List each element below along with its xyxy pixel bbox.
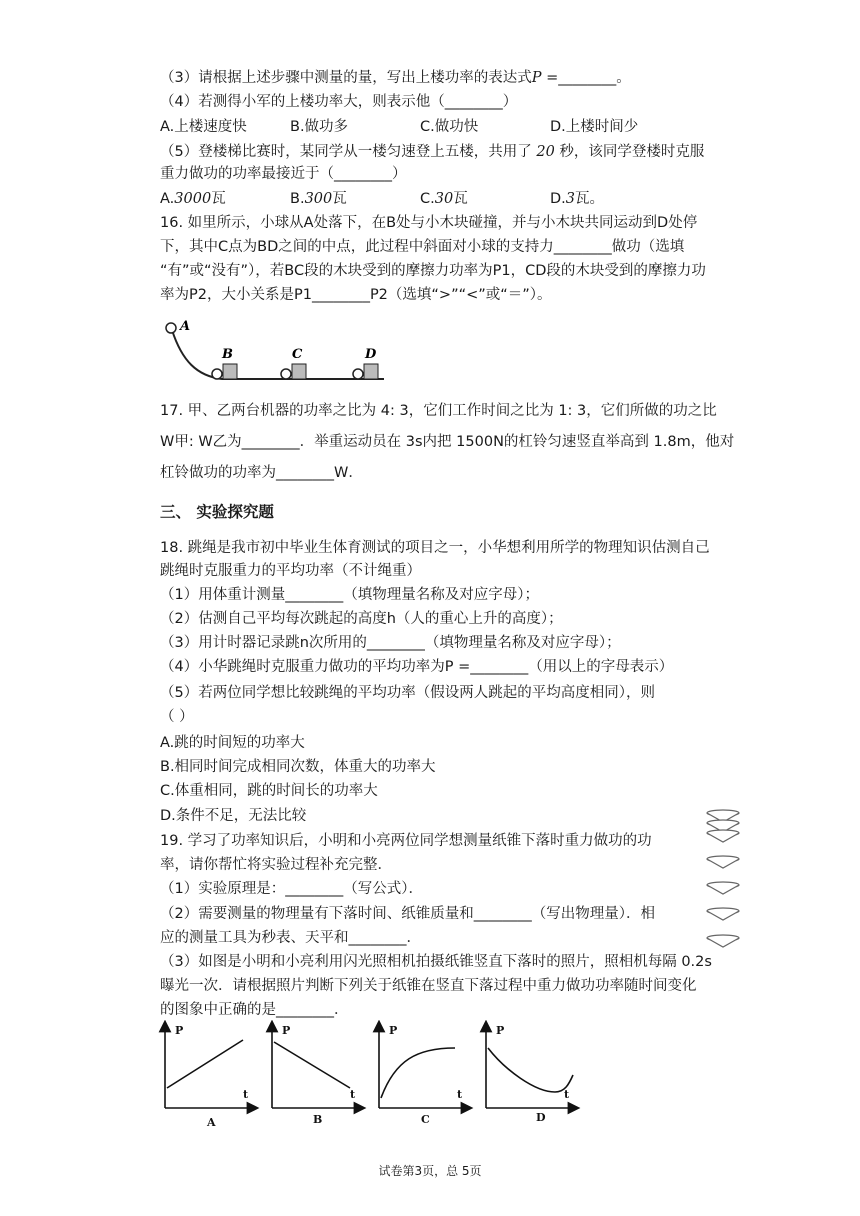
wood-block <box>364 364 378 379</box>
q15-part5-line2: 重力做功的功率最接近于（________） <box>160 166 407 182</box>
axis-label-p: P <box>282 1024 291 1037</box>
track-curve <box>172 330 384 379</box>
axis-label-p: P <box>389 1024 398 1037</box>
cone-image <box>707 908 739 920</box>
option-c: C.30瓦 <box>420 191 468 207</box>
axis-label-p: P <box>496 1024 505 1037</box>
cone-image <box>707 935 739 947</box>
ball <box>212 369 222 379</box>
q19-line1: 19. 学习了功率知识后，小明和小亮两位同学想测量纸锥下落时重力做功的功 <box>160 833 652 849</box>
cone-image <box>707 882 739 894</box>
option-a: A.上楼速度快 <box>160 119 247 135</box>
power-time-graphs <box>155 1020 605 1132</box>
graph-a <box>165 1026 253 1108</box>
q18-step2: （2）估测自己平均每次跳起的高度h（人的重心上升的高度）； <box>160 611 563 627</box>
graph-caption-d: D <box>536 1111 546 1124</box>
section-heading: 三、 实验探究题 <box>160 503 274 521</box>
graph-caption-b: B <box>313 1113 323 1126</box>
q16-line1: 16. 如里所示，小球从A处落下，在B处与小木块碰撞，并与小木块共同运动到D处停 <box>160 215 698 231</box>
q18-option-a: A.跳的时间短的功率大 <box>160 735 305 751</box>
wood-block <box>292 364 306 379</box>
axis-label-t: t <box>243 1088 249 1101</box>
q18-line1: 18. 跳绳是我市初中毕业生体育测试的项目之一，小华想利用所学的物理知识估测自己 <box>160 540 710 556</box>
q16-figure <box>162 316 387 386</box>
q19-step3-line3: 的图象中正确的是________． <box>160 1002 349 1018</box>
ball <box>281 369 291 379</box>
q17-line3: 杠铃做功的功率为________W． <box>160 465 363 481</box>
figure-label-a: A <box>180 319 191 334</box>
q19-step1: （1）实验原理是：________（写公式）． <box>160 881 423 897</box>
q18-step5-blank: （ ） <box>160 709 194 725</box>
option-c: C.做功快 <box>420 119 479 135</box>
q19-step2-line1: （2）需要测量的物理量有下落时间、纸锥质量和________（写出物理量）．相 <box>160 906 655 922</box>
q16-line4: 率为P2，大小关系是P1________P2（选填“>”“<”或“＝”）。 <box>160 287 552 303</box>
cone-image <box>707 856 739 868</box>
q18-step5: （5）若两位同学想比较跳绳的平均功率（假设两人跳起的平均高度相同），则 <box>160 685 655 701</box>
figure-label-d: D <box>365 347 377 362</box>
wood-block <box>223 364 237 379</box>
page-footer: 试卷第3页，总 5页 <box>378 1164 482 1178</box>
q18-step1: （1）用体重计测量________（填物理量名称及对应字母）； <box>160 587 539 603</box>
q19-step2-line2: 应的测量工具为秒表、天平和________． <box>160 930 421 946</box>
option-a: A.3000瓦 <box>160 191 226 207</box>
q18-option-b: B.相同时间完成相同次数，体重大的功率大 <box>160 759 436 775</box>
figure-label-c: C <box>292 347 303 362</box>
option-d: D.3瓦。 <box>550 191 605 207</box>
q18-step3: （3）用计时器记录跳n次所用的________（填物理量名称及对应字母）； <box>160 635 621 651</box>
q17-line1: 17. 甲、乙两台机器的功率之比为 4: 3，它们工作时间之比为 1: 3，它们所做的功之比 <box>160 403 717 419</box>
q16-line3: “有”或“没有”），若BC段的木块受到的摩擦力功率为P1，CD段的木块受到的摩擦力功 <box>160 263 706 279</box>
q15-part4: （4）若测得小军的上楼功率大，则表示他（________） <box>160 94 518 110</box>
option-b: B.300瓦 <box>290 191 347 207</box>
axis-label-t: t <box>457 1088 463 1101</box>
ball <box>353 369 363 379</box>
q18-option-d: D.条件不足，无法比较 <box>160 808 307 824</box>
q17-line2: W甲: W乙为________．举重运动员在 3s内把 1500N的杠铃匀速竖直举高到 1.8m，他对 <box>160 434 735 450</box>
q15-part3: （3）请根据上述步骤中测量的量，写出上楼功率的表达式P =________。 <box>160 70 631 86</box>
q18-line2: 跳绳时克服重力的平均功率（不计绳重） <box>160 563 421 579</box>
graph-c <box>379 1026 467 1108</box>
q19-step3-line2: 曝光一次．请根据照片判断下列关于纸锥在竖直下落过程中重力做功功率随时间变化 <box>160 978 697 994</box>
q16-line2: 下，其中C点为BD之间的中点，此过程中斜面对小球的支持力________做功（选填 <box>160 239 685 255</box>
q19-step3-line1: （3）如图是小明和小亮利用闪光照相机拍摄纸锥竖直下落时的照片，照相机每隔 0.2s <box>160 954 712 970</box>
q18-option-c: C.体重相同，跳的时间长的功率大 <box>160 783 378 799</box>
q18-step4: （4）小华跳绳时克服重力做功的平均功率为P =________（用以上的字母表示） <box>160 659 674 675</box>
paper-cone-photo <box>702 808 746 950</box>
option-d: D.上楼时间少 <box>550 119 639 135</box>
axis-label-t: t <box>564 1088 570 1101</box>
option-b: B.做功多 <box>290 119 349 135</box>
figure-label-b: B <box>222 347 233 362</box>
graph-caption-a: A <box>207 1116 216 1129</box>
cone-image <box>707 830 739 842</box>
q19-line2: 率，请你帮忙将实验过程补充完整． <box>160 857 392 873</box>
graph-b <box>272 1026 360 1108</box>
graph-caption-c: C <box>421 1113 430 1126</box>
q15-part5-line1: （5）登楼梯比赛时，某同学从一楼匀速登上五楼，共用了 20 秒，该同学登楼时克服 <box>160 144 705 160</box>
graph-d <box>486 1026 574 1108</box>
axis-label-p: P <box>175 1024 184 1037</box>
axis-label-t: t <box>350 1088 356 1101</box>
ball <box>166 323 176 333</box>
